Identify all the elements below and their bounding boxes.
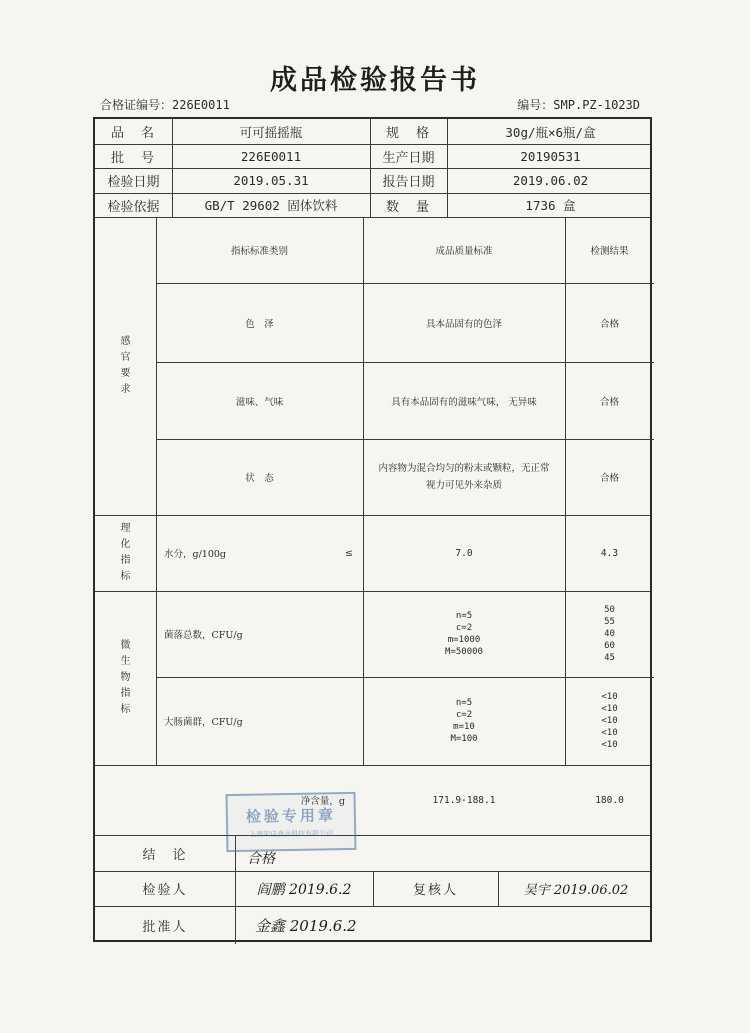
net-content-standard: 171.9-188.1 xyxy=(432,794,496,806)
report-date-value: 2019.06.02 xyxy=(512,173,589,188)
colony-standard: n=5 c=2 m=1000 M=50000 xyxy=(445,611,483,657)
taste-item: 滋味、气味 xyxy=(235,396,284,408)
coliform-standard: n=5 c=2 m=10 M=100 xyxy=(450,698,478,744)
inspection-date-label: 检验日期 xyxy=(107,175,160,190)
inspector-label: 检验人 xyxy=(142,883,188,898)
reviewer-signature: 吴宇 2019.06.02 xyxy=(523,883,629,898)
batch-label: 批 号 xyxy=(110,150,156,166)
coliform-item: 大肠菌群，CFU/g xyxy=(164,717,243,728)
moisture-sign: ≤ xyxy=(345,547,353,559)
physchem-section-label: 理 化 指 标 xyxy=(120,523,131,582)
micro-section-label: 微 生 物 指 标 xyxy=(120,640,131,715)
conclusion-label: 结 论 xyxy=(142,847,188,863)
moisture-result: 4.3 xyxy=(600,547,619,559)
stamp-title: 检验专用章 xyxy=(245,806,337,826)
result-header: 检测结果 xyxy=(590,246,629,257)
color-standard: 具本品固有的色泽 xyxy=(425,318,502,330)
sensory-section-label: 感 官 要 求 xyxy=(120,336,131,395)
taste-standard: 具有本品固有的滋味气味， 无异味 xyxy=(391,396,537,408)
colony-item: 菌落总数，CFU/g xyxy=(164,630,243,641)
state-standard: 内容物为混合均匀的粉末或颗粒，无正常视力可见外来杂质 xyxy=(378,463,550,491)
production-date-value: 20190531 xyxy=(520,148,581,164)
document-number: 编号：SMP.PZ-1023D xyxy=(517,98,640,112)
approver-label: 批准人 xyxy=(142,919,188,935)
category-header: 指标标准类别 xyxy=(230,246,288,257)
certificate-number: 合格证编号：226E0011 xyxy=(100,98,230,112)
net-content-item: 净含量，g xyxy=(300,796,345,807)
net-content-result: 180.0 xyxy=(595,794,624,806)
colony-result: 50 55 40 60 45 xyxy=(604,605,615,663)
state-result: 合格 xyxy=(599,473,619,484)
color-result: 合格 xyxy=(599,318,619,330)
report-table xyxy=(93,117,652,942)
product-name-label: 品 名 xyxy=(110,126,156,141)
inspection-basis-label: 检验依据 xyxy=(107,199,160,215)
production-date-label: 生产日期 xyxy=(382,150,435,166)
product-name-value: 可可摇摇瓶 xyxy=(239,124,303,140)
quantity-label: 数 量 xyxy=(385,199,431,215)
inspection-date-value: 2019.05.31 xyxy=(233,173,309,188)
report-date-label: 报告日期 xyxy=(382,175,435,190)
stamp-org: 上海荣佳食品科技有限公司 xyxy=(249,829,334,839)
standard-header: 成品质量标准 xyxy=(435,246,493,257)
inspector-signature: 阎鹏 2019.6.2 xyxy=(256,881,352,898)
batch-value: 226E0011 xyxy=(240,148,302,164)
quantity-value: 1736 盒 xyxy=(525,198,576,213)
conclusion-value: 合格 xyxy=(247,851,275,867)
moisture-item: 水分，g/100g xyxy=(164,549,226,560)
coliform-result: <10 <10 <10 <10 <10 xyxy=(601,692,618,750)
inspection-basis-value: GB/T 29602 固体饮料 xyxy=(204,198,338,213)
taste-result: 合格 xyxy=(599,396,619,408)
spec-label: 规 格 xyxy=(385,126,431,141)
state-item: 状 态 xyxy=(245,473,274,484)
reviewer-label: 复核人 xyxy=(412,883,458,898)
spec-value: 30g/瓶×6瓶/盒 xyxy=(505,124,596,140)
moisture-standard: 7.0 xyxy=(455,547,473,559)
inspection-stamp xyxy=(226,792,357,852)
page-title: 成品检验报告书 xyxy=(270,65,480,96)
color-item: 色 泽 xyxy=(245,318,274,330)
approver-signature: 金鑫 2019.6.2 xyxy=(255,916,357,935)
